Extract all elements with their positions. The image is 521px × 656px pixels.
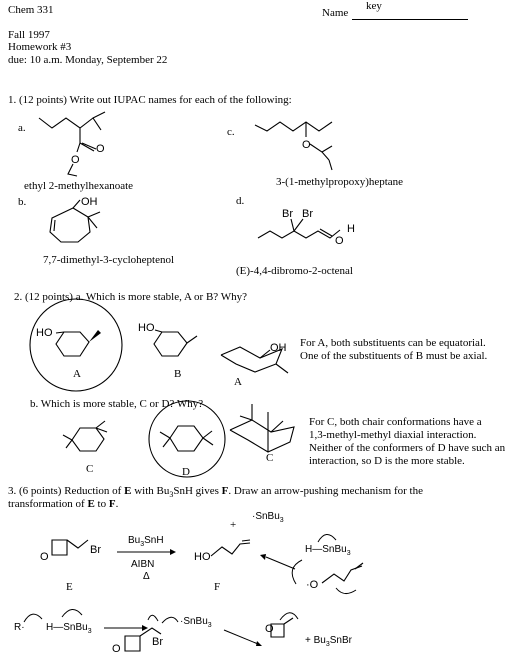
structure-c [255, 122, 332, 170]
bromine-label: Br [282, 208, 293, 220]
q1-label-a: a. [18, 122, 26, 134]
hydrogen-label: H [347, 223, 355, 235]
q2-prompt-b: b. Which is more stable, C or D? Why? [30, 398, 204, 410]
hydroxyl-label: OH [81, 196, 98, 208]
structure-cyclized-radical [265, 613, 298, 637]
structure-A-circled [30, 299, 122, 391]
name-label: Name [322, 7, 349, 19]
structure-b [50, 196, 100, 242]
q3-prompt-line1: 3. (6 points) Reduction of E with $Bu_3SnH$ gives F. Draw an arrow-pushing mechanism for the [8, 485, 423, 500]
q3-reagent-heat: Δ [143, 571, 150, 582]
q2-answer-b-line1: For C, both chair conformations have a [309, 416, 482, 428]
q1-label-b: b. [18, 196, 27, 208]
structure-d [258, 208, 355, 247]
q1-prompt: 1. (12 points) Write out IUPAC names for each of the following: [8, 94, 292, 106]
curved-arrow [62, 609, 82, 617]
course-title: Chem 331 [8, 4, 54, 16]
q2-label-A-small: A [73, 368, 81, 380]
q3-tin-radical-1: ·SnBu$_3$ [252, 511, 284, 524]
oxygen-label: O [112, 643, 121, 655]
structure-E [40, 540, 101, 563]
q2-answer-b-line3: Neither of the conformers of D have such an [309, 442, 506, 454]
oxygen-label: O [265, 623, 274, 635]
structure-E-radical [112, 615, 178, 655]
q2-answer-a-line2: One of the substituents of B must be axial. [300, 350, 488, 362]
q1-label-c: c. [227, 126, 235, 138]
reverse-arrow [266, 557, 295, 569]
term: Fall 1997 [8, 29, 50, 41]
q2-label-D: D [182, 466, 190, 478]
oxygen-label: O [335, 235, 344, 247]
q3-reagent-mid: AIBN [131, 559, 155, 570]
oxygen-label: O [96, 143, 105, 155]
q3-byproduct: + $Bu_3SnBr$ [305, 635, 352, 648]
structure-A-chair [221, 342, 288, 373]
structure-F [194, 540, 250, 563]
q2-label-C: C [86, 463, 94, 475]
q3-label-E: E [66, 581, 73, 593]
bromine-label: Br [90, 544, 101, 556]
bromine-label: Br [302, 208, 313, 220]
structure-B [138, 322, 197, 356]
q3-label-F: F [214, 581, 221, 593]
name-value: key [366, 0, 382, 12]
q1-answer-b: 7,7-dimethyl-3-cycloheptenol [43, 254, 175, 266]
q3-plus: + [230, 519, 237, 531]
mechanism-arrow-2 [224, 630, 258, 644]
q2-label-A-chair: A [234, 376, 242, 388]
oxygen-label: O [302, 139, 311, 151]
q1-answer-d: (E)-4,4-dibromo-2-octenal [236, 265, 353, 277]
hydroxyl-label: HO [138, 322, 155, 334]
q2-answer-b-line2: 1,3-methyl-methyl diaxial interaction. [309, 429, 477, 441]
q3-r-radical: R· [14, 622, 25, 633]
curved-arrow [24, 614, 42, 622]
hydroxyl-label: OH [270, 342, 287, 354]
q1-label-d: d. [236, 195, 245, 207]
q3-prompt-line2: transformation of E to F. [8, 498, 119, 510]
structure-C-chair [230, 404, 294, 452]
oxygen-label: O [71, 154, 80, 166]
q3-h-sn-2: H—SnBu$_3$ [46, 622, 92, 635]
q3-h-sn-1: H—SnBu$_3$ [305, 544, 351, 557]
q2-prompt: 2. (12 points) a. Which is more stable, A or B? Why? [14, 291, 247, 303]
due-date: due: 10 a.m. Monday, September 22 [8, 54, 168, 66]
hydroxyl-label: HO [194, 551, 211, 563]
q2-label-B: B [174, 368, 182, 380]
radical-alkoxy [292, 534, 363, 593]
bromine-label: Br [152, 636, 163, 648]
assignment-title: Homework #3 [8, 41, 72, 53]
q1-answer-a: ethyl 2-methylhexanoate [24, 180, 134, 192]
q1-answer-c: 3-(1-methylpropoxy)heptane [276, 176, 404, 188]
structure-C [63, 421, 107, 451]
q3-reagent-top: $Bu_3SnH$ [128, 535, 164, 548]
hydroxyl-label: HO [36, 327, 53, 339]
oxygen-label: O [40, 551, 49, 563]
oxy-radical-label: ·O [306, 579, 319, 591]
structure-D-circled [149, 401, 225, 477]
q2-label-C-chair: C [266, 452, 274, 464]
q2-answer-a-line1: For A, both substituents can be equatorial. [300, 337, 486, 349]
q2-answer-b-line4: interaction, so D is the more stable. [309, 455, 465, 467]
q3-tin-radical-2: ·SnBu$_3$ [180, 616, 212, 629]
structure-a [39, 112, 105, 176]
